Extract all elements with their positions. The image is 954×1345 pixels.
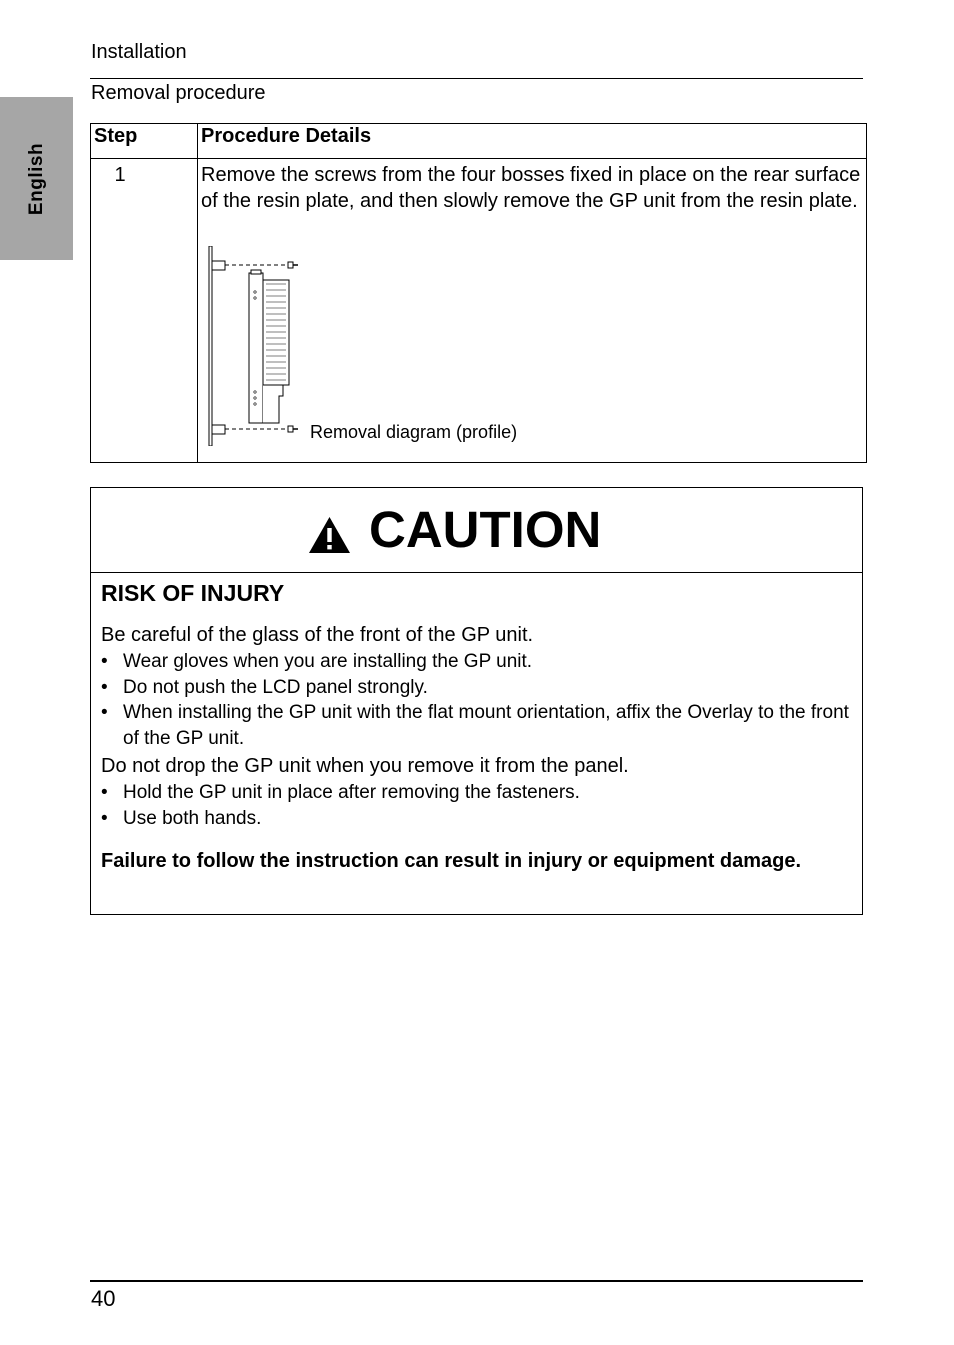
caution-list-drop <box>101 780 852 831</box>
warning-triangle-icon <box>308 516 351 554</box>
header-rule <box>90 78 863 79</box>
language-tab <box>0 97 73 260</box>
procedure-details-cell <box>198 159 867 463</box>
caution-title: CAUTION <box>369 501 602 558</box>
caution-paragraph-drop: Do not drop the GP unit when you remove it from the panel. <box>101 755 629 777</box>
column-header-step: Step <box>91 124 198 159</box>
caution-box <box>90 487 863 915</box>
list-item: • Do not push the LCD panel strongly. <box>101 675 852 701</box>
language-tab-label: English <box>25 142 47 215</box>
caution-body <box>101 578 852 876</box>
table-row <box>91 159 867 463</box>
removal-diagram <box>206 246 306 446</box>
caution-list-glass <box>101 649 852 751</box>
diagram-caption: Removal diagram (profile) <box>310 422 518 442</box>
list-item: • Use both hands. <box>101 806 852 832</box>
risk-heading: RISK OF INJURY <box>101 580 285 606</box>
page-subtitle: Removal procedure <box>91 82 266 104</box>
column-header-details: Procedure Details <box>198 124 867 159</box>
procedure-details-text: Remove the screws from the four bosses fixed in place on the rear surface of the resin plate, and then slowly remove the GP unit from the resin plate. <box>201 164 861 212</box>
caution-paragraph-glass: Be careful of the glass of the front of the GP unit. <box>101 624 534 646</box>
caution-warning: Failure to follow the instruction can result in injury or equipment damage. <box>101 850 802 872</box>
table-header-row <box>91 124 867 159</box>
procedure-table <box>90 123 867 463</box>
list-item: • Wear gloves when you are installing the GP unit. <box>101 649 852 675</box>
list-item: • Hold the GP unit in place after removing the fasteners. <box>101 780 852 806</box>
section-title: Installation <box>91 41 187 63</box>
footer-rule <box>90 1280 863 1282</box>
step-number: 1 <box>91 159 198 463</box>
page-number: 40 <box>91 1286 116 1311</box>
list-item: • When installing the GP unit with the flat mount orientation, affix the Overlay to the front of the GP unit. <box>101 700 852 751</box>
caution-header <box>91 488 862 573</box>
